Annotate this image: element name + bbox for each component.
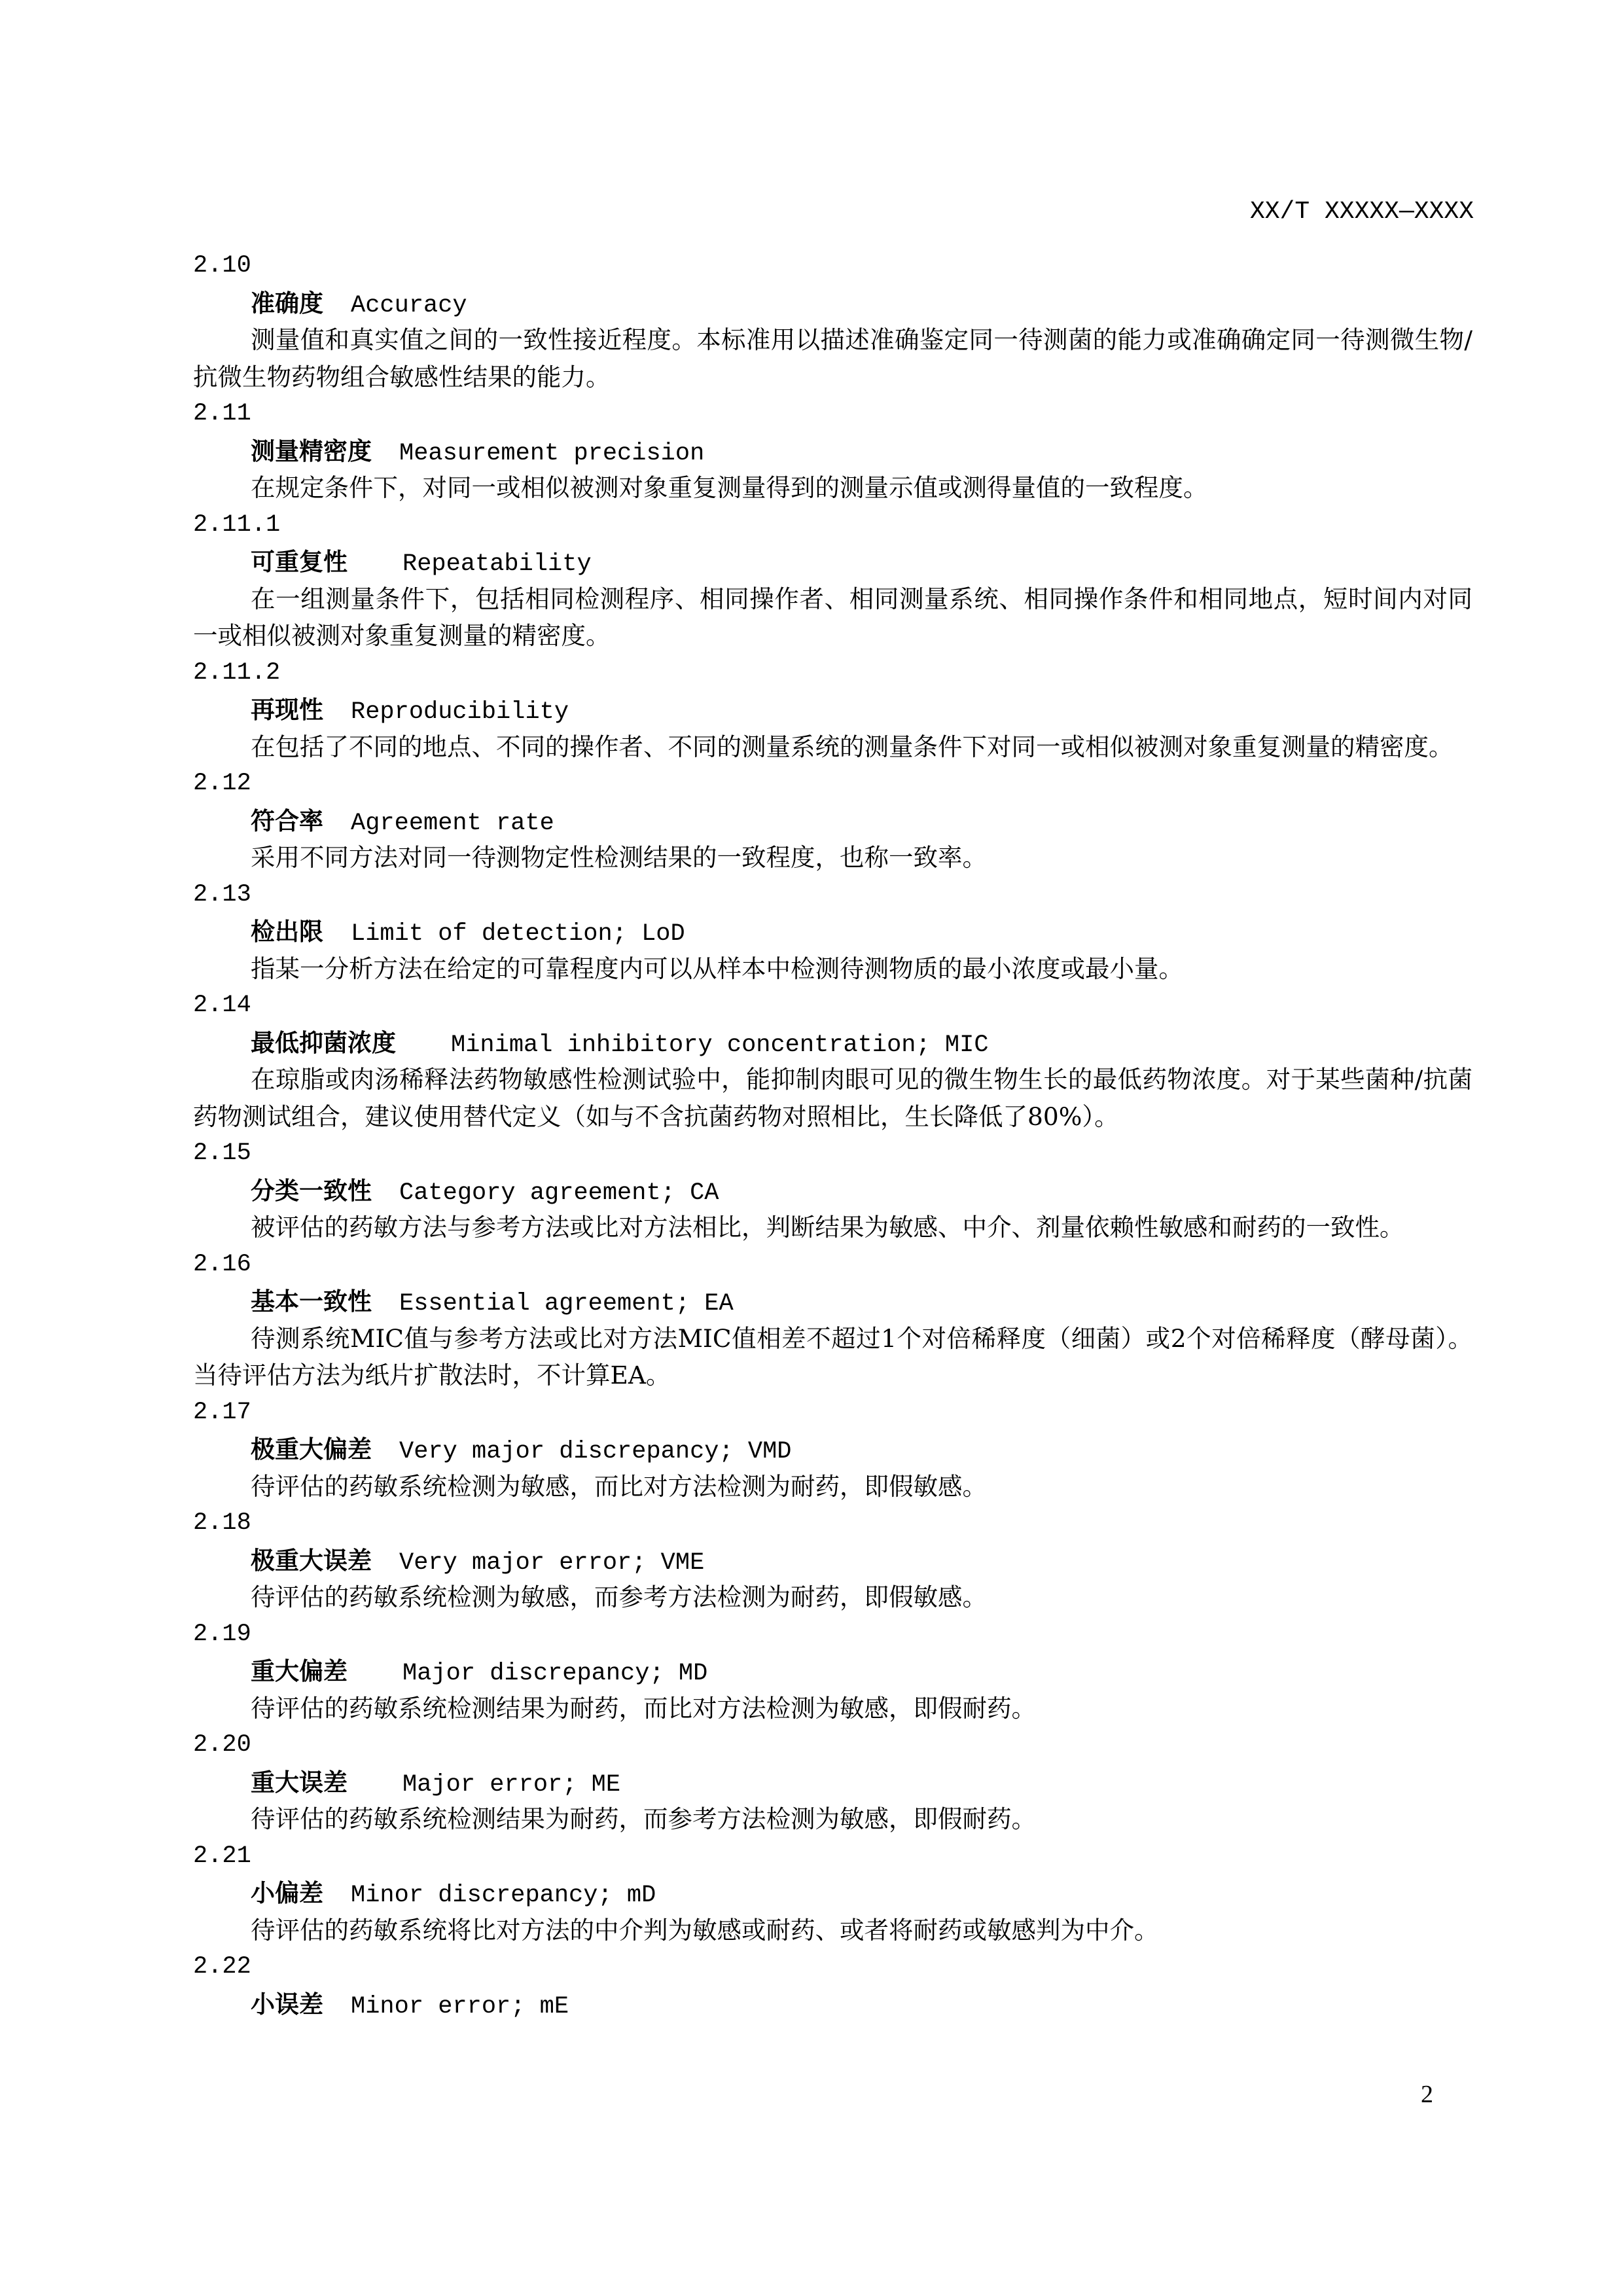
term-zh: 可重复性 [251, 548, 348, 576]
term-title [193, 1024, 1472, 1062]
term-entry [193, 1246, 1472, 1394]
term-en: Reproducibility [351, 698, 569, 726]
term-entry [193, 1948, 1472, 2022]
term-entry [193, 247, 1472, 395]
term-en: Limit of detection; LoD [351, 920, 685, 948]
term-title [193, 1764, 1472, 1801]
term-number: 2.13 [193, 880, 251, 908]
term-definition: 在包括了不同的地点、不同的操作者、不同的测量系统的测量条件下对同一或相似被测对象重复测量的精密度。 [251, 732, 1454, 761]
term-entry [193, 395, 1472, 507]
term-definition: 待评估的药敏系统将比对方法的中介判为敏感或耐药、或者将耐药或敏感判为中介。 [251, 1915, 1159, 1945]
term-zh: 准确度 [251, 289, 323, 317]
term-en: Minor error; mE [351, 1992, 569, 2020]
term-definition: 待评估的药敏系统检测为敏感，而比对方法检测为耐药，即假敏感。 [251, 1471, 987, 1501]
term-en: Essential agreement; EA [399, 1290, 734, 1318]
term-zh: 重大偏差 [251, 1657, 348, 1685]
term-definition: 指某一分析方法在给定的可靠程度内可以从样本中检测待测物质的最小浓度或最小量。 [251, 954, 1183, 983]
term-en: Very major error; VME [399, 1549, 705, 1577]
term-definition: 测量值和真实值之间的一致性接近程度。本标准用以描述准确鉴定同一待测菌的能力或准确确定同一待测微生物/抗微生物药物组合敏感性结果的能力。 [193, 325, 1472, 391]
term-definition: 采用不同方法对同一待测物定性检测结果的一致程度，也称一致率。 [251, 843, 987, 872]
term-number: 2.14 [193, 992, 251, 1019]
term-entry [193, 655, 1472, 766]
term-en: Accuracy [351, 291, 467, 319]
term-en: Measurement precision [399, 439, 705, 467]
term-en: Category agreement; CA [399, 1179, 719, 1207]
term-entry [193, 1616, 1472, 1727]
term-en: Minimal inhibitory concentration; MIC [451, 1031, 989, 1059]
term-zh: 检出限 [251, 918, 323, 946]
term-zh: 再现性 [251, 696, 323, 724]
term-number: 2.11.1 [193, 511, 281, 539]
term-entry [193, 876, 1472, 988]
term-entry [193, 1727, 1472, 1838]
term-number: 2.12 [193, 770, 251, 797]
term-title [193, 285, 1472, 322]
term-number: 2.16 [193, 1250, 251, 1278]
term-entry [193, 507, 1472, 655]
term-title [193, 913, 1472, 950]
term-number: 2.21 [193, 1842, 251, 1870]
term-en: Repeatability [402, 550, 592, 578]
term-en: Major discrepancy; MD [402, 1660, 708, 1687]
terms-list [193, 247, 1472, 2022]
term-number: 2.11.2 [193, 658, 281, 687]
term-definition: 待测系统MIC值与参考方法或比对方法MIC值相差不超过1个对倍稀释度（细菌）或2个对倍稀释度（酵母菌）。当待评估方法为纸片扩散法时，不计算EA。 [193, 1323, 1472, 1390]
term-number: 2.15 [193, 1139, 251, 1167]
term-entry [193, 1505, 1472, 1616]
term-en: Major error; ME [402, 1770, 621, 1799]
term-definition: 待评估的药敏系统检测结果为耐药，而参考方法检测为敏感，即假耐药。 [251, 1804, 1036, 1833]
term-definition: 被评估的药敏方法与参考方法或比对方法相比，判断结果为敏感、中介、剂量依赖性敏感和耐药的一致性。 [251, 1213, 1404, 1242]
term-number: 2.10 [193, 252, 251, 279]
term-entry [193, 1838, 1472, 1949]
term-en: Agreement rate [351, 809, 554, 837]
term-title [193, 1874, 1472, 1912]
term-title [193, 1542, 1472, 1579]
term-number: 2.19 [193, 1620, 251, 1648]
term-zh: 极重大误差 [251, 1546, 372, 1575]
term-number: 2.11 [193, 400, 251, 427]
term-zh: 小误差 [251, 1990, 323, 2018]
term-definition: 待评估的药敏系统检测结果为耐药，而比对方法检测为敏感，即假耐药。 [251, 1693, 1036, 1723]
term-zh: 分类一致性 [251, 1176, 372, 1205]
term-definition: 在规定条件下，对同一或相似被测对象重复测量得到的测量示值或测得量值的一致程度。 [251, 473, 1208, 502]
term-zh: 测量精密度 [251, 437, 372, 465]
term-number: 2.17 [193, 1398, 251, 1426]
term-entry [193, 1135, 1472, 1246]
term-title [193, 1431, 1472, 1468]
term-zh: 极重大偏差 [251, 1435, 372, 1463]
term-title [193, 543, 1472, 581]
term-zh: 最低抑菌浓度 [251, 1028, 396, 1057]
term-title [193, 691, 1472, 728]
term-number: 2.20 [193, 1731, 251, 1759]
term-entry [193, 987, 1472, 1135]
term-definition: 待评估的药敏系统检测为敏感，而参考方法检测为耐药，即假敏感。 [251, 1583, 987, 1611]
term-zh: 小偏差 [251, 1879, 323, 1907]
term-title [193, 1172, 1472, 1210]
standard-code: XX/T XXXXX—XXXX [1249, 198, 1474, 226]
term-title [193, 433, 1472, 470]
term-zh: 重大误差 [251, 1768, 348, 1797]
term-zh: 基本一致性 [251, 1287, 372, 1316]
term-en: Minor discrepancy; mD [351, 1882, 656, 1909]
page-number: 2 [1421, 2081, 1433, 2108]
term-title [193, 1986, 1472, 2023]
term-definition: 在一组测量条件下，包括相同检测程序、相同操作者、相同测量系统、相同操作条件和相同地点，短时间内对同一或相似被测对象重复测量的精密度。 [193, 584, 1472, 650]
term-title [193, 1283, 1472, 1320]
term-entry [193, 1394, 1472, 1505]
term-number: 2.18 [193, 1509, 251, 1537]
term-en: Very major discrepancy; VMD [399, 1438, 792, 1465]
term-number: 2.22 [193, 1953, 251, 1981]
term-title [193, 1653, 1472, 1690]
term-title [193, 802, 1472, 840]
term-zh: 符合率 [251, 806, 323, 835]
term-definition: 在琼脂或肉汤稀释法药物敏感性检测试验中，能抑制肉眼可见的微生物生长的最低药物浓度。对于某些菌种/抗菌药物测试组合，建议使用替代定义（如与不含抗菌药物对照相比，生长降低了80%）。 [193, 1065, 1472, 1131]
term-entry [193, 765, 1472, 876]
